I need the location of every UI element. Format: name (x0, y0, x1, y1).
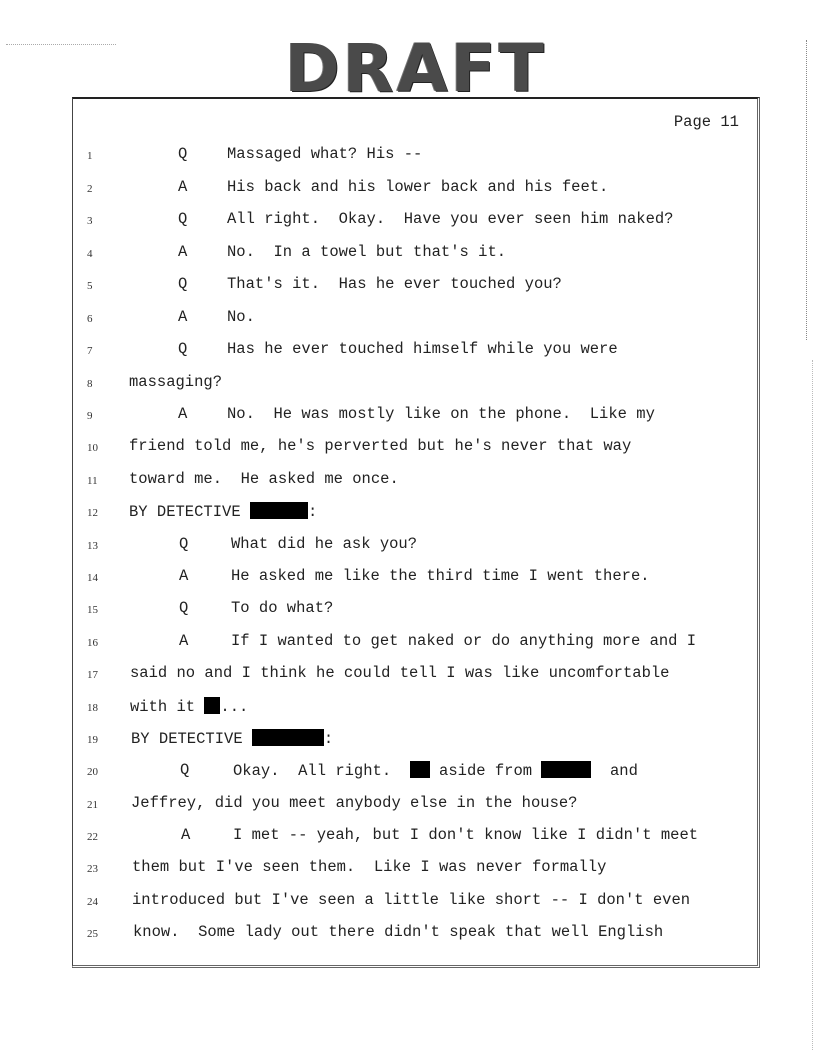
speaker-label: Q (178, 275, 188, 293)
line-number: 24 (87, 896, 98, 908)
transcript-line (73, 275, 757, 299)
line-number: 12 (87, 507, 98, 519)
line-text: His back and his lower back and his feet. (227, 178, 609, 196)
line-text: toward me. He asked me once. (129, 470, 399, 488)
line-number: 7 (87, 345, 93, 357)
speaker-label: A (179, 567, 189, 585)
transcript-line (73, 470, 757, 494)
draft-stamp: DRAFT (285, 30, 547, 107)
line-text-lead: BY DETECTIVE (131, 730, 252, 748)
speaker-label: A (178, 308, 188, 326)
line-text-tail: ... (220, 698, 249, 716)
line-text-mid: aside from (429, 762, 542, 780)
transcript-line (73, 826, 757, 850)
transcript-line (73, 794, 757, 818)
line-number: 11 (87, 475, 98, 487)
line-number: 4 (87, 248, 93, 260)
line-number: 5 (87, 280, 93, 292)
page-number: Page 11 (673, 113, 739, 131)
transcript-line (73, 437, 757, 461)
speaker-label: Q (178, 340, 188, 358)
line-number: 21 (87, 799, 98, 811)
scan-artifact (6, 44, 116, 47)
line-number: 9 (87, 410, 93, 422)
line-text-lead: BY DETECTIVE (129, 503, 241, 521)
line-text-lead: Okay. All right. (233, 762, 410, 780)
transcript-line (73, 210, 757, 234)
line-text: introduced but I've seen a little like short -- I don't even (132, 891, 691, 909)
transcript-line (73, 923, 757, 947)
transcript-line (73, 729, 757, 753)
transcript-line (73, 243, 757, 267)
line-text: If I wanted to get naked or do anything more and I (231, 632, 697, 650)
line-number: 2 (87, 183, 93, 195)
line-text: friend told me, he's perverted but he's never that way (129, 437, 632, 455)
line-number: 15 (87, 604, 98, 616)
line-text: What did he ask you? (231, 535, 418, 553)
line-text: Massaged what? His -- (227, 145, 423, 163)
line-text: No. In a towel but that's it. (227, 243, 507, 261)
scan-edge (812, 360, 814, 1050)
redaction-box (250, 502, 308, 519)
line-text (131, 729, 333, 748)
line-text: He asked me like the third time I went there. (231, 567, 650, 585)
transcript-page (72, 97, 760, 968)
transcript-line (73, 632, 757, 656)
transcript-line (73, 502, 757, 526)
line-text-tail: : (307, 503, 318, 521)
transcript-line (73, 697, 757, 721)
line-number: 3 (87, 215, 93, 227)
line-number: 16 (87, 637, 98, 649)
line-text: To do what? (231, 599, 334, 617)
transcript-line (73, 664, 757, 688)
line-text (129, 502, 317, 521)
line-text: Has he ever touched himself while you were (227, 340, 618, 358)
line-number: 17 (87, 669, 98, 681)
speaker-label: A (181, 826, 191, 844)
speaker-label: A (178, 243, 188, 261)
line-number: 13 (87, 540, 98, 552)
scan-edge (806, 40, 809, 340)
line-text-tail: : (323, 730, 334, 748)
transcript-line (73, 373, 757, 397)
line-text: massaging? (129, 373, 223, 391)
line-text: No. He was mostly like on the phone. Like my (227, 405, 655, 423)
speaker-label: Q (178, 145, 188, 163)
transcript-line (73, 858, 757, 882)
transcript-line (73, 535, 757, 559)
speaker-label: A (178, 178, 188, 196)
line-text: I met -- yeah, but I don't know like I didn't meet (233, 826, 699, 844)
transcript-line (73, 308, 757, 332)
speaker-label: Q (179, 535, 189, 553)
line-text: them but I've seen them. Like I was never formally (132, 858, 607, 876)
line-text-tail: and (609, 762, 638, 780)
line-number: 20 (87, 766, 98, 778)
line-text: Jeffrey, did you meet anybody else in the house? (131, 794, 578, 812)
line-number: 19 (87, 734, 98, 746)
line-text (130, 697, 248, 716)
line-text: All right. Okay. Have you ever seen him naked? (227, 210, 674, 228)
line-number: 22 (87, 831, 98, 843)
transcript-line (73, 145, 757, 169)
transcript-line (73, 567, 757, 591)
redaction-box (541, 761, 591, 778)
line-text (233, 761, 638, 780)
line-number: 6 (87, 313, 93, 325)
redaction-box (204, 697, 220, 714)
transcript-line (73, 405, 757, 429)
speaker-label: Q (180, 761, 190, 779)
line-text: No. (227, 308, 255, 326)
transcript-line (73, 340, 757, 364)
speaker-label: Q (179, 599, 189, 617)
line-number: 23 (87, 863, 98, 875)
transcript-line (73, 761, 757, 785)
redaction-box (252, 729, 324, 746)
line-text: said no and I think he could tell I was like uncomfortable (130, 664, 670, 682)
speaker-label: Q (178, 210, 188, 228)
line-number: 18 (87, 702, 98, 714)
line-number: 1 (87, 150, 93, 162)
line-text: That's it. Has he ever touched you? (227, 275, 562, 293)
line-number: 14 (87, 572, 98, 584)
transcript-line (73, 599, 757, 623)
line-text: know. Some lady out there didn't speak that well English (133, 923, 664, 941)
line-number: 10 (87, 442, 98, 454)
line-number: 8 (87, 378, 93, 390)
transcript-line (73, 178, 757, 202)
line-text-lead: with it (130, 698, 205, 716)
transcript-line (73, 891, 757, 915)
redaction-box (410, 761, 430, 778)
line-number: 25 (87, 928, 98, 940)
speaker-label: A (178, 405, 188, 423)
speaker-label: A (179, 632, 189, 650)
